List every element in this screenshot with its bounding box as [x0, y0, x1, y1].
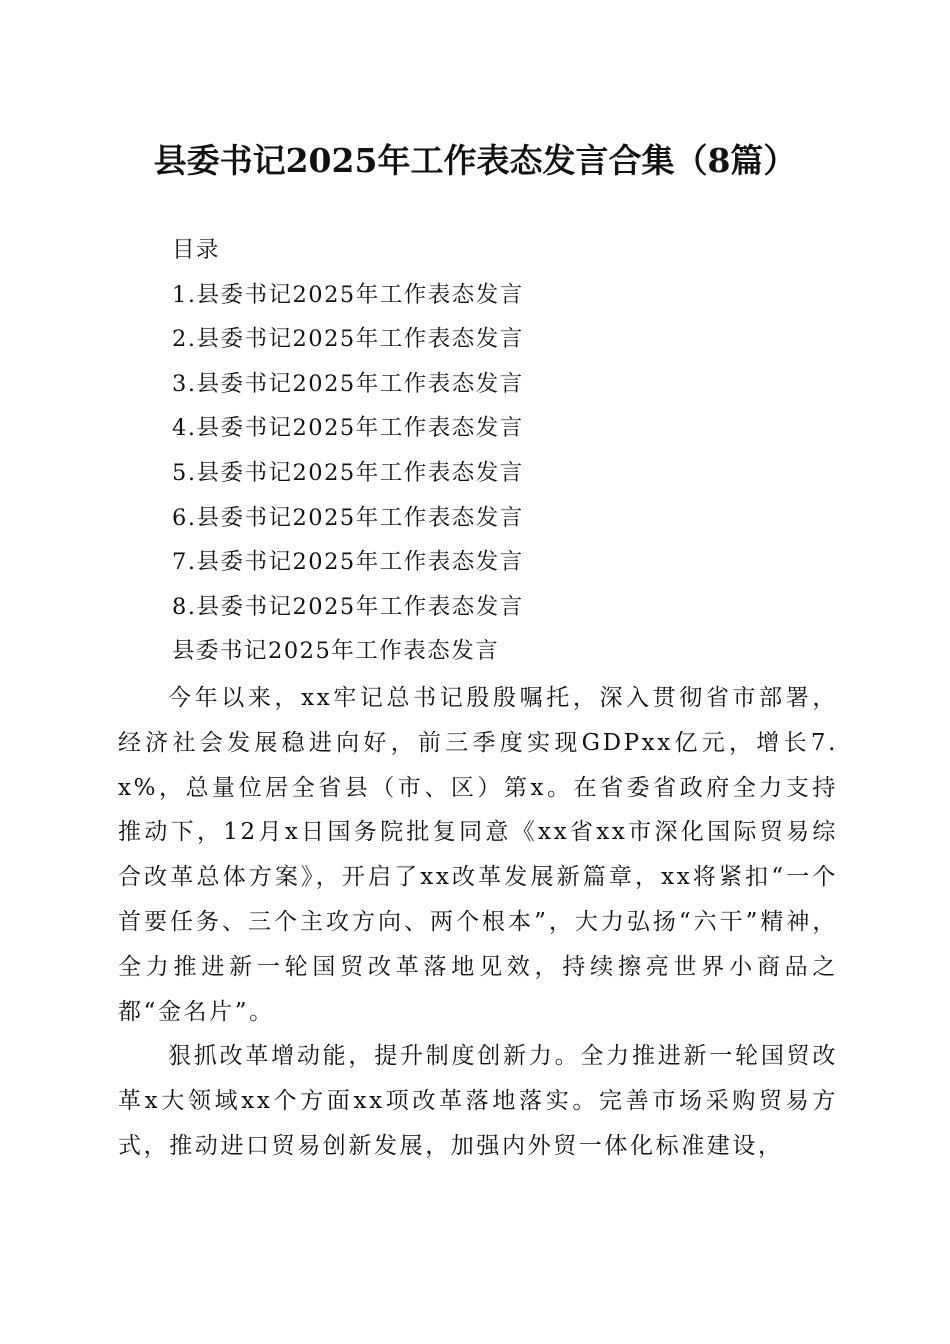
- toc-item: 4.县委书记2025年工作表态发言: [172, 415, 524, 442]
- toc-item: 8.县委书记2025年工作表态发言: [172, 593, 524, 620]
- paragraph: 今年以来，xx牢记总书记殷殷嘱托，深入贯彻省市部署，经济社会发展稳进向好，前三季度实现GDPxx亿元，增长7.x%，总量位居全省县（市、区）第x。在省委省政府全力支持推动下，12月x日国务院批复同意《xx省xx市深化国际贸易综合改革总体方案》，开启了xx改革发展新篇章，xx将紧扣“一个首要任务、三个主攻方向、两个根本”，大力弘扬“六干”精神，全力推进新一轮国贸改革落地见效，持续擦亮世界小商品之都“金名片”。: [118, 685, 838, 1025]
- table-of-contents: [172, 228, 872, 674]
- toc-item: 3.县委书记2025年工作表态发言: [172, 370, 524, 397]
- toc-item: 1.县委书记2025年工作表态发言: [172, 281, 524, 308]
- section-title: 县委书记2025年工作表态发言: [172, 638, 500, 665]
- body-text: [118, 676, 838, 1169]
- toc-item: 5.县委书记2025年工作表态发言: [172, 459, 524, 486]
- toc-heading: 目录: [172, 237, 221, 263]
- toc-item: 7.县委书记2025年工作表态发言: [172, 549, 524, 576]
- paragraph: 狠抓改革增动能，提升制度创新力。全力推进新一轮国贸改革x大领域xx个方面xx项改革落地落实。完善市场采购贸易方式，推动进口贸易创新发展，加强内外贸一体化标准建设，: [118, 1043, 838, 1159]
- document-title: 县委书记2025年工作表态发言合集（8篇）: [153, 141, 797, 180]
- toc-item: 6.县委书记2025年工作表态发言: [172, 504, 524, 531]
- toc-item: 2.县委书记2025年工作表态发言: [172, 326, 524, 353]
